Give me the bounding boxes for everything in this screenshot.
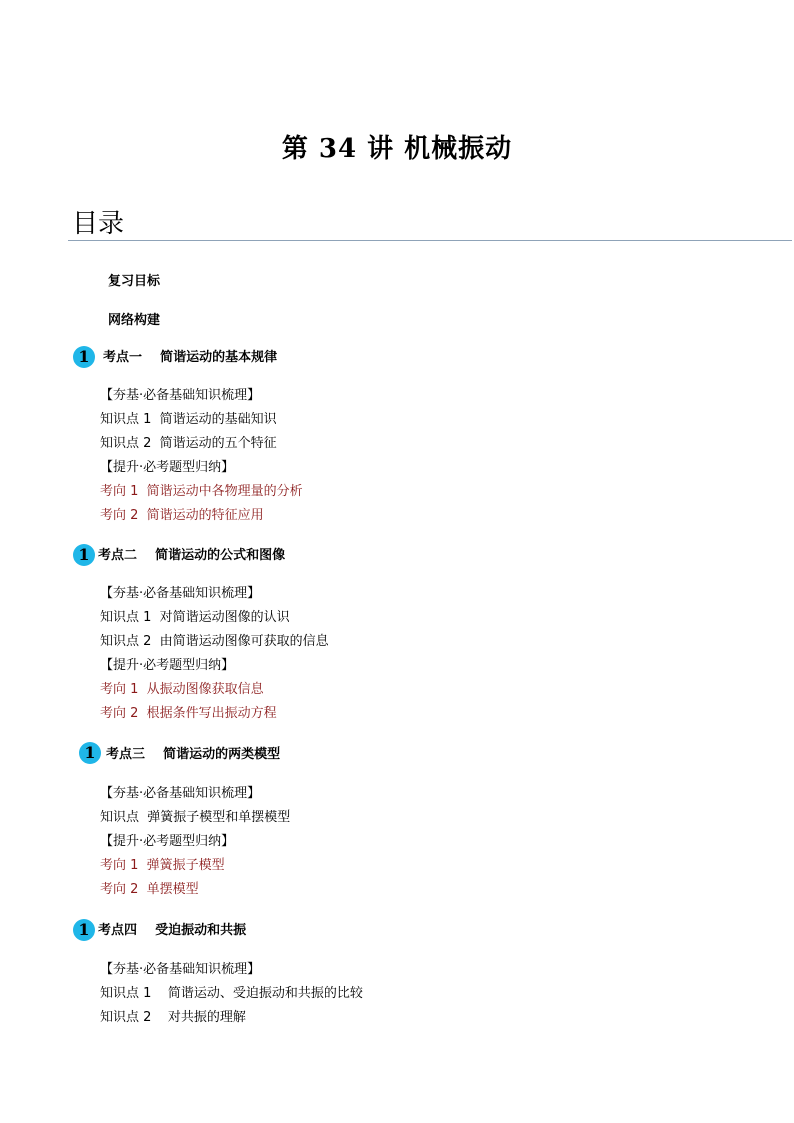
toc-subheader[interactable]: 【夯基·必备基础知识梳理】 [100, 388, 261, 403]
toc-section-4[interactable]: 考点四 受迫振动和共振 [98, 923, 247, 938]
toc-knowledge-item[interactable]: 知识点 1 对简谐运动图像的认识 [100, 610, 290, 625]
toc-direction-item[interactable]: 考向 1 从振动图像获取信息 [100, 682, 264, 697]
toc-direction-item[interactable]: 考向 1 简谐运动中各物理量的分析 [100, 484, 303, 499]
toc-direction-item[interactable]: 考向 2 简谐运动的特征应用 [100, 508, 264, 523]
toc-direction-item[interactable]: 考向 1 弹簧振子模型 [100, 858, 225, 873]
section-number-icon: 1 [79, 742, 101, 764]
toc-direction-item[interactable]: 考向 2 根据条件写出振动方程 [100, 706, 277, 721]
toc-subheader[interactable]: 【夯基·必备基础知识梳理】 [100, 586, 261, 601]
toc-subheader[interactable]: 【提升·必考题型归纳】 [100, 460, 235, 475]
section-number-icon: 1 [73, 919, 95, 941]
toc-subheader[interactable]: 【夯基·必备基础知识梳理】 [100, 962, 261, 977]
section-number-icon: 1 [73, 544, 95, 566]
document-title: 第 34 讲 机械振动 [281, 134, 513, 164]
toc-knowledge-item[interactable]: 知识点 2 对共振的理解 [100, 1010, 246, 1025]
toc-knowledge-item[interactable]: 知识点 2 由简谐运动图像可获取的信息 [100, 634, 329, 649]
toc-subheader[interactable]: 【提升·必考题型归纳】 [100, 834, 235, 849]
toc-subheader[interactable]: 【提升·必考题型归纳】 [100, 658, 235, 673]
toc-section-3[interactable]: 考点三 简谐运动的两类模型 [106, 747, 281, 762]
toc-knowledge-item[interactable]: 知识点 弹簧振子模型和单摆模型 [100, 810, 291, 825]
toc-knowledge-item[interactable]: 知识点 1 简谐运动、受迫振动和共振的比较 [100, 986, 363, 1001]
toc-heading: 目录 [72, 209, 125, 239]
toc-knowledge-item[interactable]: 知识点 1 简谐运动的基础知识 [100, 412, 277, 427]
toc-section-2[interactable]: 考点二 简谐运动的公式和图像 [98, 548, 286, 563]
toc-divider [68, 240, 792, 241]
section-number-icon: 1 [73, 346, 95, 368]
toc-subheader[interactable]: 【夯基·必备基础知识梳理】 [100, 786, 261, 801]
toc-direction-item[interactable]: 考向 2 单摆模型 [100, 882, 199, 897]
toc-item-review-goals[interactable]: 复习目标 [108, 274, 161, 289]
toc-item-network[interactable]: 网络构建 [108, 313, 161, 328]
toc-knowledge-item[interactable]: 知识点 2 简谐运动的五个特征 [100, 436, 277, 451]
toc-section-1[interactable]: 考点一 简谐运动的基本规律 [103, 350, 278, 365]
